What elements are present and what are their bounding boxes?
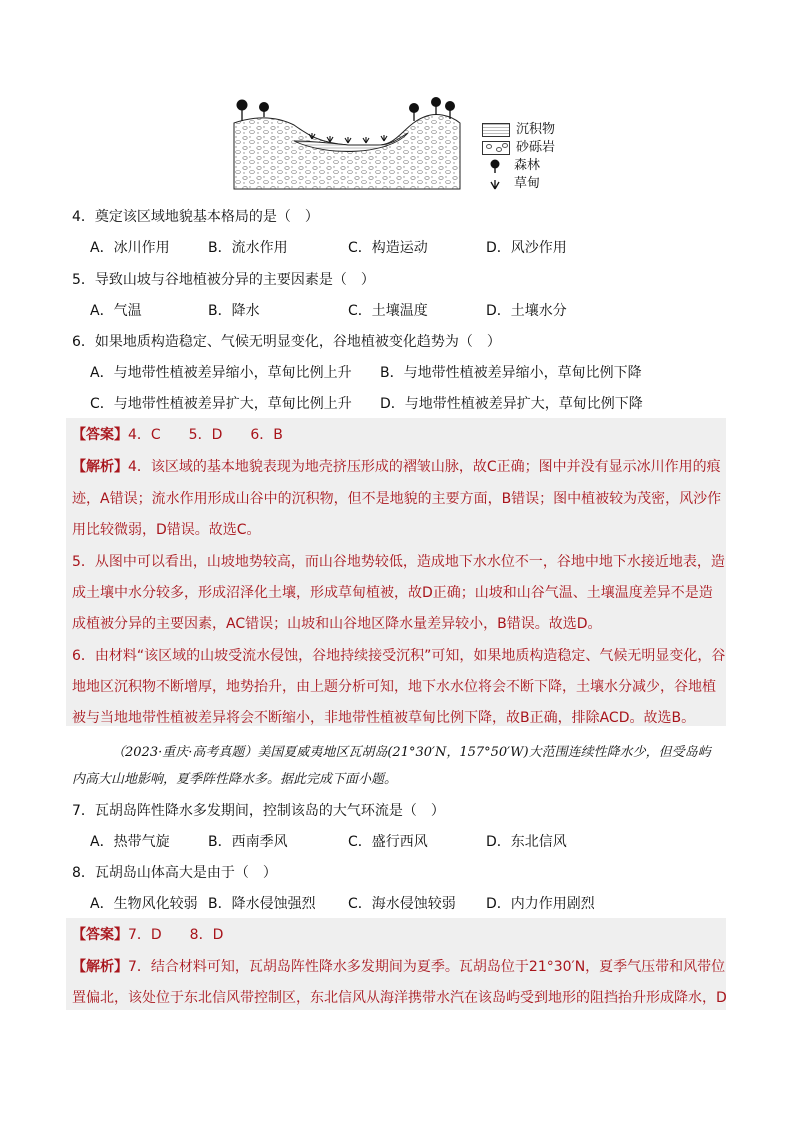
question-5-stem: 5．导致山坡与谷地植被分异的主要因素是（ ） (72, 272, 375, 288)
question-8-options (90, 893, 595, 913)
tree-icon (237, 100, 248, 122)
option-a[interactable]: A．冰川作用 (90, 240, 170, 256)
legend-label: 草甸 (514, 176, 541, 191)
analysis-text: 7．结合材料可知，瓦胡岛阵性降水多发期间为夏季。瓦胡岛位于21°30′N，夏季气压带和风带位 (128, 959, 726, 975)
question-7-stem: 7．瓦胡岛阵性降水多发期间，控制该岛的大气环流是（ ） (72, 803, 445, 819)
answer-label: 【答案】 (72, 927, 128, 943)
analysis-line: 成植被分异的主要因素，AC错误；山坡和山谷地区降水量差异较小，B错误。故选D。 (72, 616, 602, 632)
option-b[interactable]: B．西南季风 (208, 834, 288, 850)
answer-text: 4．C 5．D 6．B (128, 427, 283, 443)
option-d[interactable]: D．东北信风 (486, 834, 567, 850)
option-c[interactable]: C．盛行西风 (348, 834, 428, 850)
analysis-line (72, 456, 721, 476)
analysis-text: 4．该区域的基本地貌表现为地壳挤压形成的褶皱山脉，故C正确；图中并没有显示冰川作用的痕 (128, 459, 721, 475)
tree-icon (259, 102, 269, 117)
material-text: （2023·重庆·高考真题）美国夏威夷地区瓦胡岛(21°30′N，157°50′W)大范围连续性降水少，但受岛屿 (112, 745, 711, 760)
analysis-line: 被与当地地带性植被差异将会不断缩小，非地带性植被草甸比例下降，故B正确，排除ACD。故选B。 (72, 710, 696, 726)
legend-item (482, 139, 555, 157)
question-6-options-row2 (90, 393, 643, 413)
option-b[interactable]: B．降水 (208, 303, 260, 319)
option-d[interactable]: D．土壤水分 (486, 303, 567, 319)
gravel-swatch (482, 141, 510, 155)
analysis-line: 置偏北，该处位于东北信风带控制区，东北信风从海洋携带水汽在该岛屿受到地形的阻挡抬升形成降水，D (72, 990, 727, 1006)
option-c[interactable]: C．构造运动 (348, 240, 428, 256)
option-a[interactable]: A．热带气旋 (90, 834, 170, 850)
option-d[interactable]: D．风沙作用 (486, 240, 567, 256)
option-c[interactable]: C．海水侵蚀较弱 (348, 896, 456, 912)
option-a[interactable]: A．与地带性植被差异缩小，草甸比例上升 (90, 365, 352, 381)
question-4-options (90, 237, 567, 257)
analysis-label: 【解析】 (72, 959, 128, 975)
option-a[interactable]: A．气温 (90, 303, 142, 319)
analysis-line: 成土壤中水分较多，形成沼泽化土壤，形成草甸植被，故D正确；山坡和山谷气温、土壤温度差异不是造 (72, 585, 713, 601)
analysis-line: 用比较微弱，D错误。故选C。 (72, 522, 261, 538)
answer-text: 7．D 8．D (128, 927, 224, 943)
option-c[interactable]: C．土壤温度 (348, 303, 428, 319)
tree-icon (431, 97, 441, 115)
question-4-stem: 4．奠定该区域地貌基本格局的是（ ） (72, 209, 319, 225)
tree-icon (409, 103, 419, 121)
analysis-line: 地地区沉积物不断增厚，地势抬升，由上题分析可知，地下水水位将会不断下降，土壤水分减少，谷地植 (72, 679, 716, 695)
diagram-legend (482, 121, 555, 193)
question-7-options (90, 831, 567, 851)
tree-icon (482, 159, 508, 173)
legend-item (482, 121, 555, 139)
answer-line-2 (72, 924, 223, 944)
analysis-line: 迹，A错误；流水作用形成山谷中的沉积物，但不是地貌的主要方面，B错误；图中植被较为茂密，风沙作 (72, 491, 722, 507)
legend-item (482, 157, 555, 175)
analysis-line: 5．从图中可以看出，山坡地势较高，而山谷地势较低，造成地下水水位不一，谷地中地下水接近地表，造 (72, 554, 725, 570)
analysis-label: 【解析】 (72, 459, 128, 475)
option-d[interactable]: D．与地带性植被差异扩大，草甸比例下降 (380, 396, 643, 412)
option-b[interactable]: B．与地带性植被差异缩小，草甸比例下降 (380, 365, 642, 381)
grass-icon (482, 178, 508, 190)
question-6-options-row1 (90, 362, 642, 382)
legend-label: 砂砾岩 (516, 140, 556, 155)
material-text: 内高大山地影响，夏季阵性降水多。据此完成下面小题。 (72, 772, 398, 787)
option-d[interactable]: D．内力作用剧烈 (486, 896, 595, 912)
answer-line-1 (72, 424, 283, 444)
answer-label: 【答案】 (72, 427, 128, 443)
option-c[interactable]: C．与地带性植被差异扩大，草甸比例上升 (90, 396, 352, 412)
sediment-swatch (482, 123, 510, 137)
option-a[interactable]: A．生物风化较弱 (90, 896, 198, 912)
analysis-line: 6．由材料“该区域的山坡受流水侵蚀，谷地持续接受沉积”可知，如果地质构造稳定、气候无明显变化，谷 (72, 648, 726, 664)
option-b[interactable]: B．流水作用 (208, 240, 288, 256)
legend-label: 森林 (514, 158, 541, 173)
question-8-stem: 8．瓦胡岛山体高大是由于（ ） (72, 865, 277, 881)
legend-label: 沉积物 (516, 122, 556, 137)
question-5-options (90, 300, 567, 320)
analysis-line (72, 956, 725, 976)
legend-item (482, 175, 555, 193)
question-6-stem: 6．如果地质构造稳定、气候无明显变化，谷地植被变化趋势为（ ） (72, 334, 501, 350)
option-b[interactable]: B．降水侵蚀强烈 (208, 896, 316, 912)
